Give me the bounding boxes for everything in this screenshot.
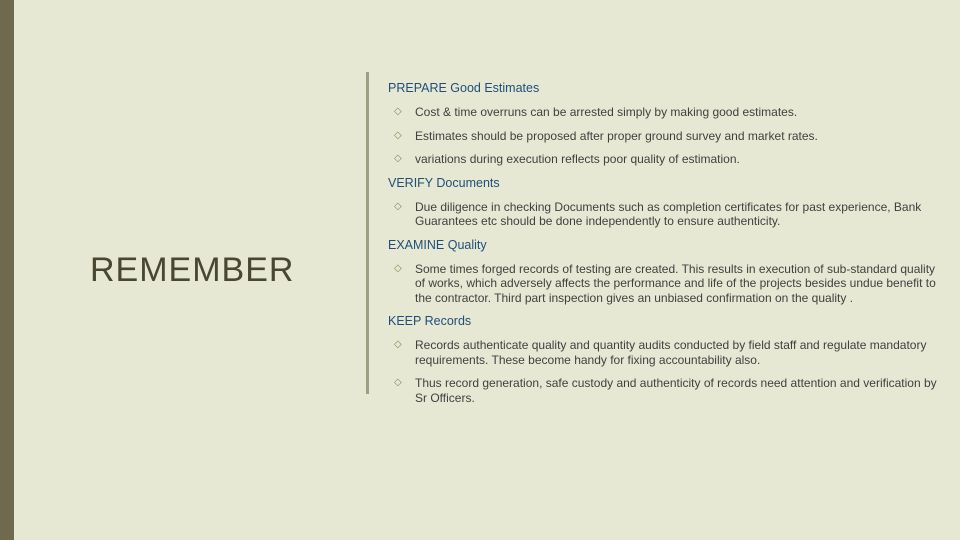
bullet-list xyxy=(388,105,948,167)
section-examine-quality xyxy=(388,238,948,306)
diamond-outline-icon: ◇ xyxy=(394,106,402,117)
bullet-text: Records authenticate quality and quantity audits conducted by field staff and regulate mandatory requirements. These become handy for fixing accountability also. xyxy=(415,338,927,367)
diamond-outline-icon: ◇ xyxy=(394,153,402,164)
section-verify-documents xyxy=(388,176,948,229)
bullet-text: Thus record generation, safe custody and authenticity of records need attention and verification by Sr Officers. xyxy=(415,376,937,405)
section-keep-records xyxy=(388,314,948,405)
section-heading: PREPARE Good Estimates xyxy=(388,81,540,95)
bullet-text: Some times forged records of testing are created. This results in execution of sub-standard quality of works, which adversely affects the performance and life of the projects besides undue benefit to the contractor. Third part inspection gives an unbiased confirmation on the quality . xyxy=(415,261,936,305)
bullet-text: Cost & time overruns can be arrested simply by making good estimates. xyxy=(415,105,798,119)
slide-content xyxy=(388,81,948,414)
bullet-list xyxy=(388,200,948,229)
bullet-text: variations during execution reflects poor quality of estimation. xyxy=(415,152,740,166)
diamond-outline-icon: ◇ xyxy=(394,377,402,388)
section-heading: KEEP Records xyxy=(388,314,472,328)
diamond-outline-icon: ◇ xyxy=(394,339,402,350)
left-accent-bar xyxy=(0,0,14,540)
list-item xyxy=(388,376,948,405)
bullet-list xyxy=(388,262,948,306)
slide-title: REMEMBER xyxy=(90,251,295,289)
section-heading: VERIFY Documents xyxy=(388,175,500,190)
list-item xyxy=(388,105,948,120)
vertical-divider xyxy=(366,72,369,394)
section-heading: EXAMINE Quality xyxy=(388,237,487,252)
bullet-text: Due diligence in checking Documents such as completion certificates for past experience, Bank Guarantees etc should be done independently to ensure authenticity. xyxy=(415,199,922,228)
list-item xyxy=(388,200,948,229)
diamond-outline-icon: ◇ xyxy=(394,262,402,274)
list-item xyxy=(388,262,948,306)
bullet-text: Estimates should be proposed after proper ground survey and market rates. xyxy=(415,128,818,143)
section-prepare-estimates xyxy=(388,81,948,167)
list-item xyxy=(388,338,948,367)
list-item xyxy=(388,129,948,144)
list-item xyxy=(388,152,948,167)
diamond-outline-icon: ◇ xyxy=(394,200,402,212)
diamond-outline-icon: ◇ xyxy=(394,129,402,141)
bullet-list xyxy=(388,338,948,405)
